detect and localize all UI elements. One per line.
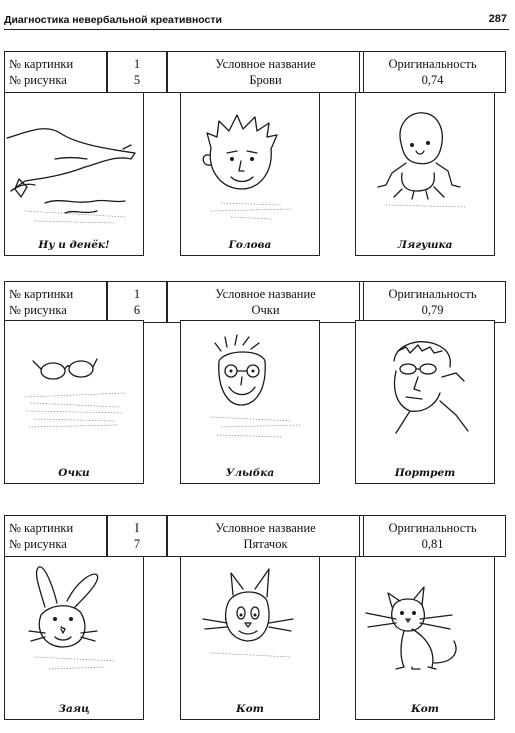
name-label: Условное название xyxy=(215,287,316,301)
portrait-drawing xyxy=(356,321,493,461)
drawing-number: 5 xyxy=(133,73,141,87)
name-cell xyxy=(167,281,364,323)
crocodile-drawing xyxy=(5,93,142,233)
drawing-caption: Улыбка xyxy=(225,467,275,479)
originality-value: 0,79 xyxy=(421,303,444,317)
picture-number-label: № картинки xyxy=(9,521,74,535)
cat-face-drawing xyxy=(181,557,318,697)
number-values-cell xyxy=(107,515,167,557)
name-value: Очки xyxy=(251,303,280,317)
drawing-panel xyxy=(4,92,144,256)
running-title: Диагностика невербальной креативности xyxy=(4,14,222,26)
sitting-cat-drawing xyxy=(356,557,493,697)
drawing-caption: Голова xyxy=(228,239,272,251)
name-label: Условное название xyxy=(215,521,316,535)
drawing-number-label: № рисунка xyxy=(9,303,67,317)
info-row-2 xyxy=(4,281,506,325)
number-labels-cell xyxy=(4,281,107,323)
running-header xyxy=(4,13,509,30)
info-row-3 xyxy=(4,515,506,559)
smiling-face-drawing xyxy=(181,321,318,461)
name-cell xyxy=(167,515,364,557)
drawing-caption: Портрет xyxy=(394,467,456,479)
originality-cell xyxy=(359,281,506,323)
picture-number-label: № картинки xyxy=(9,287,74,301)
page-number: 287 xyxy=(488,13,507,25)
originality-cell xyxy=(359,515,506,557)
picture-number-label: № картинки xyxy=(9,57,74,71)
drawing-caption: Лягушка xyxy=(397,239,453,251)
drawing-caption: Кот xyxy=(236,703,264,715)
number-values-cell xyxy=(107,51,167,93)
drawing-panel xyxy=(4,556,144,720)
name-value: Брови xyxy=(249,73,282,87)
drawing-number: 6 xyxy=(133,303,141,317)
frog-drawing xyxy=(356,93,493,233)
drawing-panel xyxy=(355,320,495,484)
drawing-caption: Очки xyxy=(58,467,90,479)
originality-value: 0,74 xyxy=(421,73,444,87)
boy-head-drawing xyxy=(181,93,318,233)
drawing-caption: Кот xyxy=(411,703,439,715)
drawing-number-label: № рисунка xyxy=(9,537,67,551)
number-labels-cell xyxy=(4,51,107,93)
drawing-panel xyxy=(355,92,495,256)
originality-label: Оригинальность xyxy=(388,287,477,301)
drawing-panel xyxy=(355,556,495,720)
glasses-drawing xyxy=(5,321,142,461)
picture-number: 1 xyxy=(133,57,141,71)
picture-number: 1 xyxy=(133,287,141,301)
number-values-cell xyxy=(107,281,167,323)
hare-drawing xyxy=(5,557,142,697)
drawing-panel xyxy=(180,556,320,720)
drawing-number: 7 xyxy=(133,537,141,551)
drawing-caption: Ну и денёк! xyxy=(38,239,110,251)
drawing-panel xyxy=(180,320,320,484)
originality-value: 0,81 xyxy=(421,537,444,551)
number-labels-cell xyxy=(4,515,107,557)
picture-number: I xyxy=(134,521,140,535)
originality-label: Оригинальность xyxy=(388,57,477,71)
drawing-panel xyxy=(180,92,320,256)
name-cell xyxy=(167,51,364,93)
drawing-caption: Заяц xyxy=(58,703,90,715)
originality-label: Оригинальность xyxy=(388,521,477,535)
name-label: Условное название xyxy=(215,57,316,71)
info-row-1 xyxy=(4,51,506,95)
name-value: Пятачок xyxy=(243,537,288,551)
drawing-panel xyxy=(4,320,144,484)
drawing-number-label: № рисунка xyxy=(9,73,67,87)
originality-cell xyxy=(359,51,506,93)
